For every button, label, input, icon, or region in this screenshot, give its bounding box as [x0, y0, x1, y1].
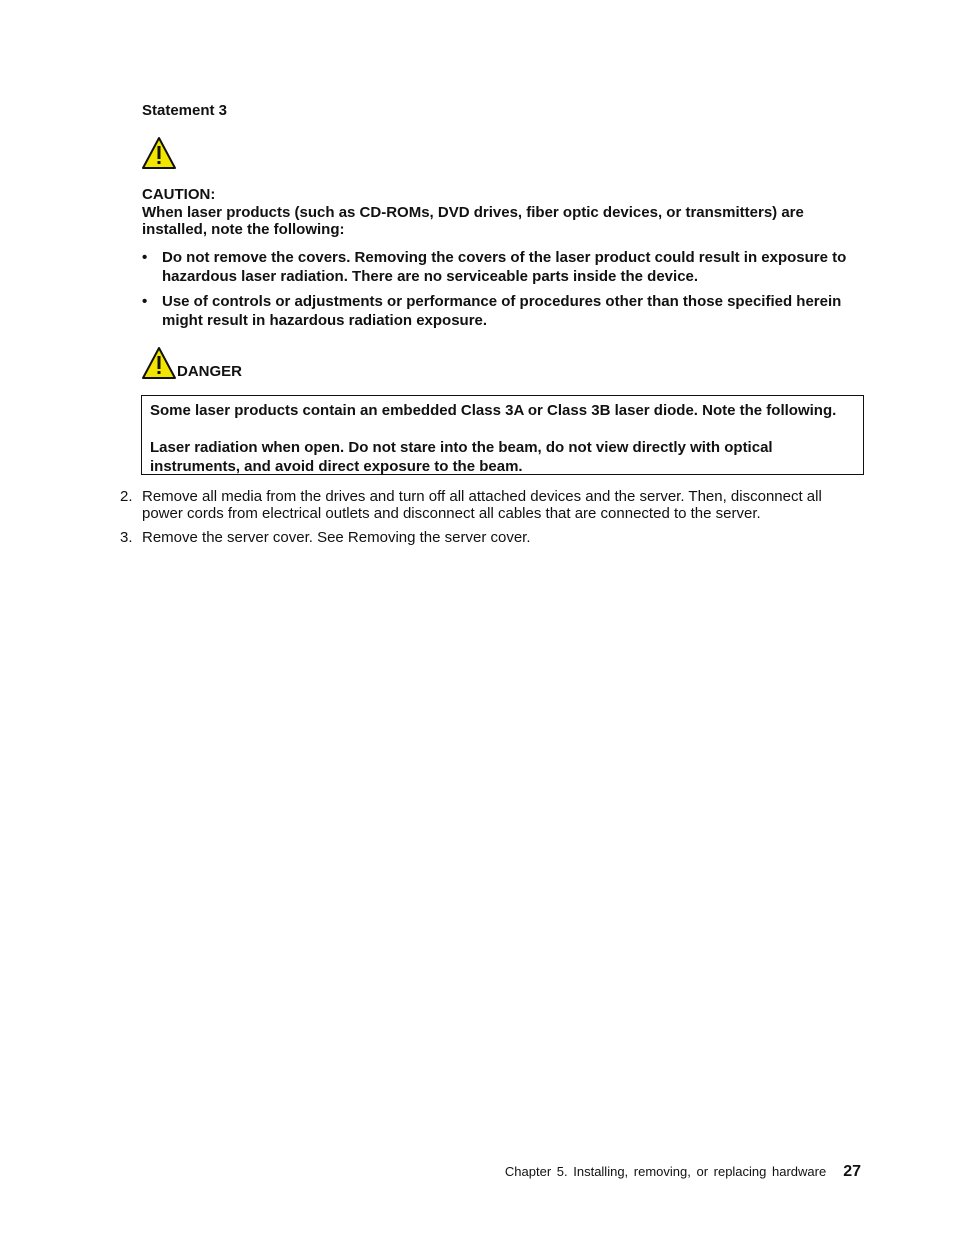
- danger-box-line: Laser radiation when open. Do not stare into the beam, do not view directly with optical instruments, and avoid direct exposure to the beam.: [150, 439, 773, 475]
- step-text: Remove the server cover. See Removing the server cover.: [142, 529, 531, 546]
- page-footer: [505, 1163, 861, 1181]
- danger-heading: [141, 344, 242, 380]
- procedure-steps: [120, 488, 860, 553]
- danger-box-line: Some laser products contain an embedded Class 3A or Class 3B laser diode. Note the following.: [150, 402, 837, 419]
- caution-bullet-text: Do not remove the covers. Removing the covers of the laser product could result in exposure to hazardous laser radiation. There are no serviceable parts inside the device.: [162, 249, 847, 285]
- statement-title: Statement 3: [142, 102, 228, 119]
- bullet-glyph: •: [142, 249, 148, 266]
- step-number: 2.: [120, 488, 133, 505]
- caution-bullet-text: Use of controls or adjustments or performance of procedures other than those specified herein might result in hazardous radiation exposure.: [162, 293, 842, 329]
- danger-label: DANGER: [177, 363, 243, 380]
- warning-triangle-icon: [141, 136, 177, 170]
- procedure-step: [120, 488, 860, 522]
- caution-label: CAUTION:: [142, 186, 216, 203]
- caution-bullet-item: [142, 248, 866, 286]
- caution-bullet-item: [142, 292, 866, 330]
- caution-bullet-list: [142, 248, 866, 336]
- page-number: 27: [843, 1163, 861, 1180]
- step-text: Remove all media from the drives and turn off all attached devices and the server. Then, disconnect all power cords from electrical outlets and disconnect all cables that are connected to the server.: [142, 488, 822, 522]
- footer-chapter-title: Chapter 5. Installing, removing, or replacing hardware: [504, 1164, 827, 1179]
- warning-triangle-icon: [141, 346, 177, 380]
- caution-intro: When laser products (such as CD-ROMs, DVD drives, fiber optic devices, or transmitters) are installed, note the following:: [142, 204, 804, 238]
- procedure-step: [120, 529, 860, 546]
- step-number: 3.: [120, 529, 133, 546]
- bullet-glyph: •: [142, 293, 148, 310]
- danger-notice-box: [141, 395, 864, 475]
